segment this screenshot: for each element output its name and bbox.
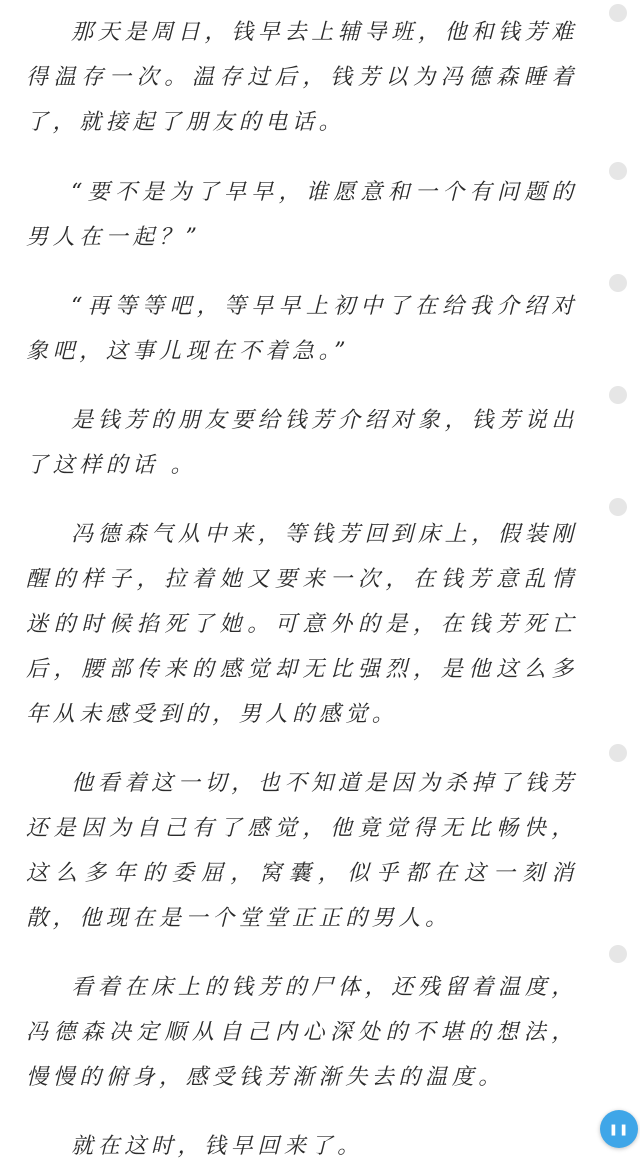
paragraph-7: 看着在床上的钱芳的尸体，还残留着温度，冯德森决定顺从自己内心深处的不堪的想法，慢慢的俯身，感受钱芳渐渐失去的温度。: [26, 975, 578, 1090]
circle-marker-icon[interactable]: [609, 744, 627, 762]
paragraph-3: “再等等吧，等早早上初中了在给我介绍对象吧，这事儿现在不着急。”: [26, 294, 578, 364]
pause-button[interactable]: [600, 1110, 638, 1148]
circle-marker-icon[interactable]: [609, 4, 627, 22]
circle-marker-icon[interactable]: [609, 386, 627, 404]
paragraph-1: 那天是周日，钱早去上辅导班，他和钱芳难得温存一次。温存过后，钱芳以为冯德森睡着了，就接起了朋友的电话。: [26, 20, 578, 135]
circle-marker-icon[interactable]: [609, 162, 627, 180]
circle-marker-icon[interactable]: [609, 498, 627, 516]
paragraph-4: 是钱芳的朋友要给钱芳介绍对象，钱芳说出了这样的话 。: [26, 408, 578, 478]
paragraph-2: “要不是为了早早，谁愿意和一个有问题的男人在一起？”: [26, 180, 578, 250]
article-body: [26, 10, 578, 1169]
circle-marker-icon[interactable]: [609, 945, 627, 963]
paragraph-8: 就在这时，钱早回来了。: [71, 1134, 364, 1159]
pause-icon: ❚❚: [608, 1122, 630, 1136]
circle-marker-icon[interactable]: [609, 274, 627, 292]
paragraph-6: 他看着这一切，也不知道是因为杀掉了钱芳还是因为自己有了感觉，他竟觉得无比畅快，这么多年的委屈，窝囊，似乎都在这一刻消散，他现在是一个堂堂正正的男人。: [26, 771, 578, 931]
paragraph-5: 冯德森气从中来，等钱芳回到床上，假装刚醒的样子，拉着她又要来一次，在钱芳意乱情迷的时候掐死了她。可意外的是，在钱芳死亡后，腰部传来的感觉却无比强烈，是他这么多年从未感受到的，男人的感觉。: [26, 522, 578, 727]
